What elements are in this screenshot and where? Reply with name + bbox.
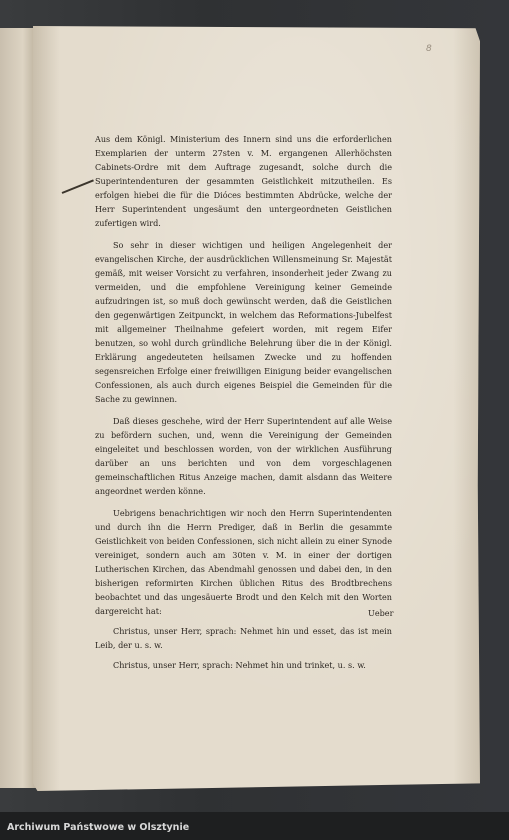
- paragraph-3: Daß dieses geschehe, wird der Herr Superintendent auf alle Weise zu befördern suchen, und, wenn die Vereinigung der Gemeinden eingeleitet und beschlossen worden, von der wirklichen Ausführung darüber an uns berichten und von dem vorgeschlagenen gemeinschaftlichen Ritus Anzeige machen, damit alsdann das Weitere angeordnet werden könne.: [95, 416, 392, 496]
- paragraph-4: Uebrigens benachrichtigen wir noch den Herrn Superintendenten und durch ihn die Herrn Prediger, daß in Berlin die gesammte Geistlichkeit von beiden Confessionen, sich nicht allein zu einer Synode vereiniget, sondern auch am 30ten v. M. in einer der dortigen Lutherischen Kirchen, das Abendmahl genossen und dabei den, in den bisherigen reformirten Kirchen üblichen Ritus des Brodtbrechens beobachtet und das ungesäuerte Brodt und den Kelch mit den Worten dargereicht hat:: [95, 508, 392, 616]
- quote-bread: Christus, unser Herr, sprach: Nehmet hin und esset, das ist mein Leib, der u. s. w.: [95, 626, 392, 650]
- quote-cup: Christus, unser Herr, sprach: Nehmet hin und trinket, u. s. w.: [113, 660, 366, 670]
- archive-credit: Archiwum Państwowe w Olsztynie: [7, 822, 190, 833]
- catchword: Ueber: [368, 608, 394, 618]
- document-text: [95, 132, 392, 672]
- paragraph-1: Aus dem Königl. Ministerium des Innern sind uns die erforderlichen Exemplarien der unterm 27sten v. M. ergangenen Allerhöchsten Cabinets-Ordre mit dem Auftrage zugesandt, solche durch die Superintendenturen der gesammten Geistlichkeit mitzutheilen. Es erfolgen hiebei die für die Dióces bestimmten Abdrücke, welche der Herr Superintendent ungesäumt den untergeordneten Geistlichen zufertigen wird.: [95, 134, 392, 228]
- paragraph-2: So sehr in dieser wichtigen und heiligen Angelegenheit der evangelischen Kirche, der ausdrücklichen Willensmeinung Sr. Majestät gemäß, mit weiser Vorsicht zu verfahren, insonderheit jeder Zwang zu vermeiden, und die empfohlene Vereinigung keiner Gemeinde aufzudringen ist, so muß doch gewünscht werden, daß die Geistlichen den gegenwärtigen Zeitpunckt, in welchem das Reformations-Jubelfest mit allgemeiner Theilnahme gefeiert worden, mit regem Eifer benutzen, so wohl durch gründliche Belehrung über die in der Königl. Erklärung angedeuteten heilsamen Zwecke und zu hoffenden segensreichen Erfolge einer freiwilligen Einigung beider evangelischen Confessionen, als auch durch eigenes Beispiel die Gemeinden für die Sache zu gewinnen.: [95, 240, 392, 404]
- folio-number: 8: [426, 44, 432, 54]
